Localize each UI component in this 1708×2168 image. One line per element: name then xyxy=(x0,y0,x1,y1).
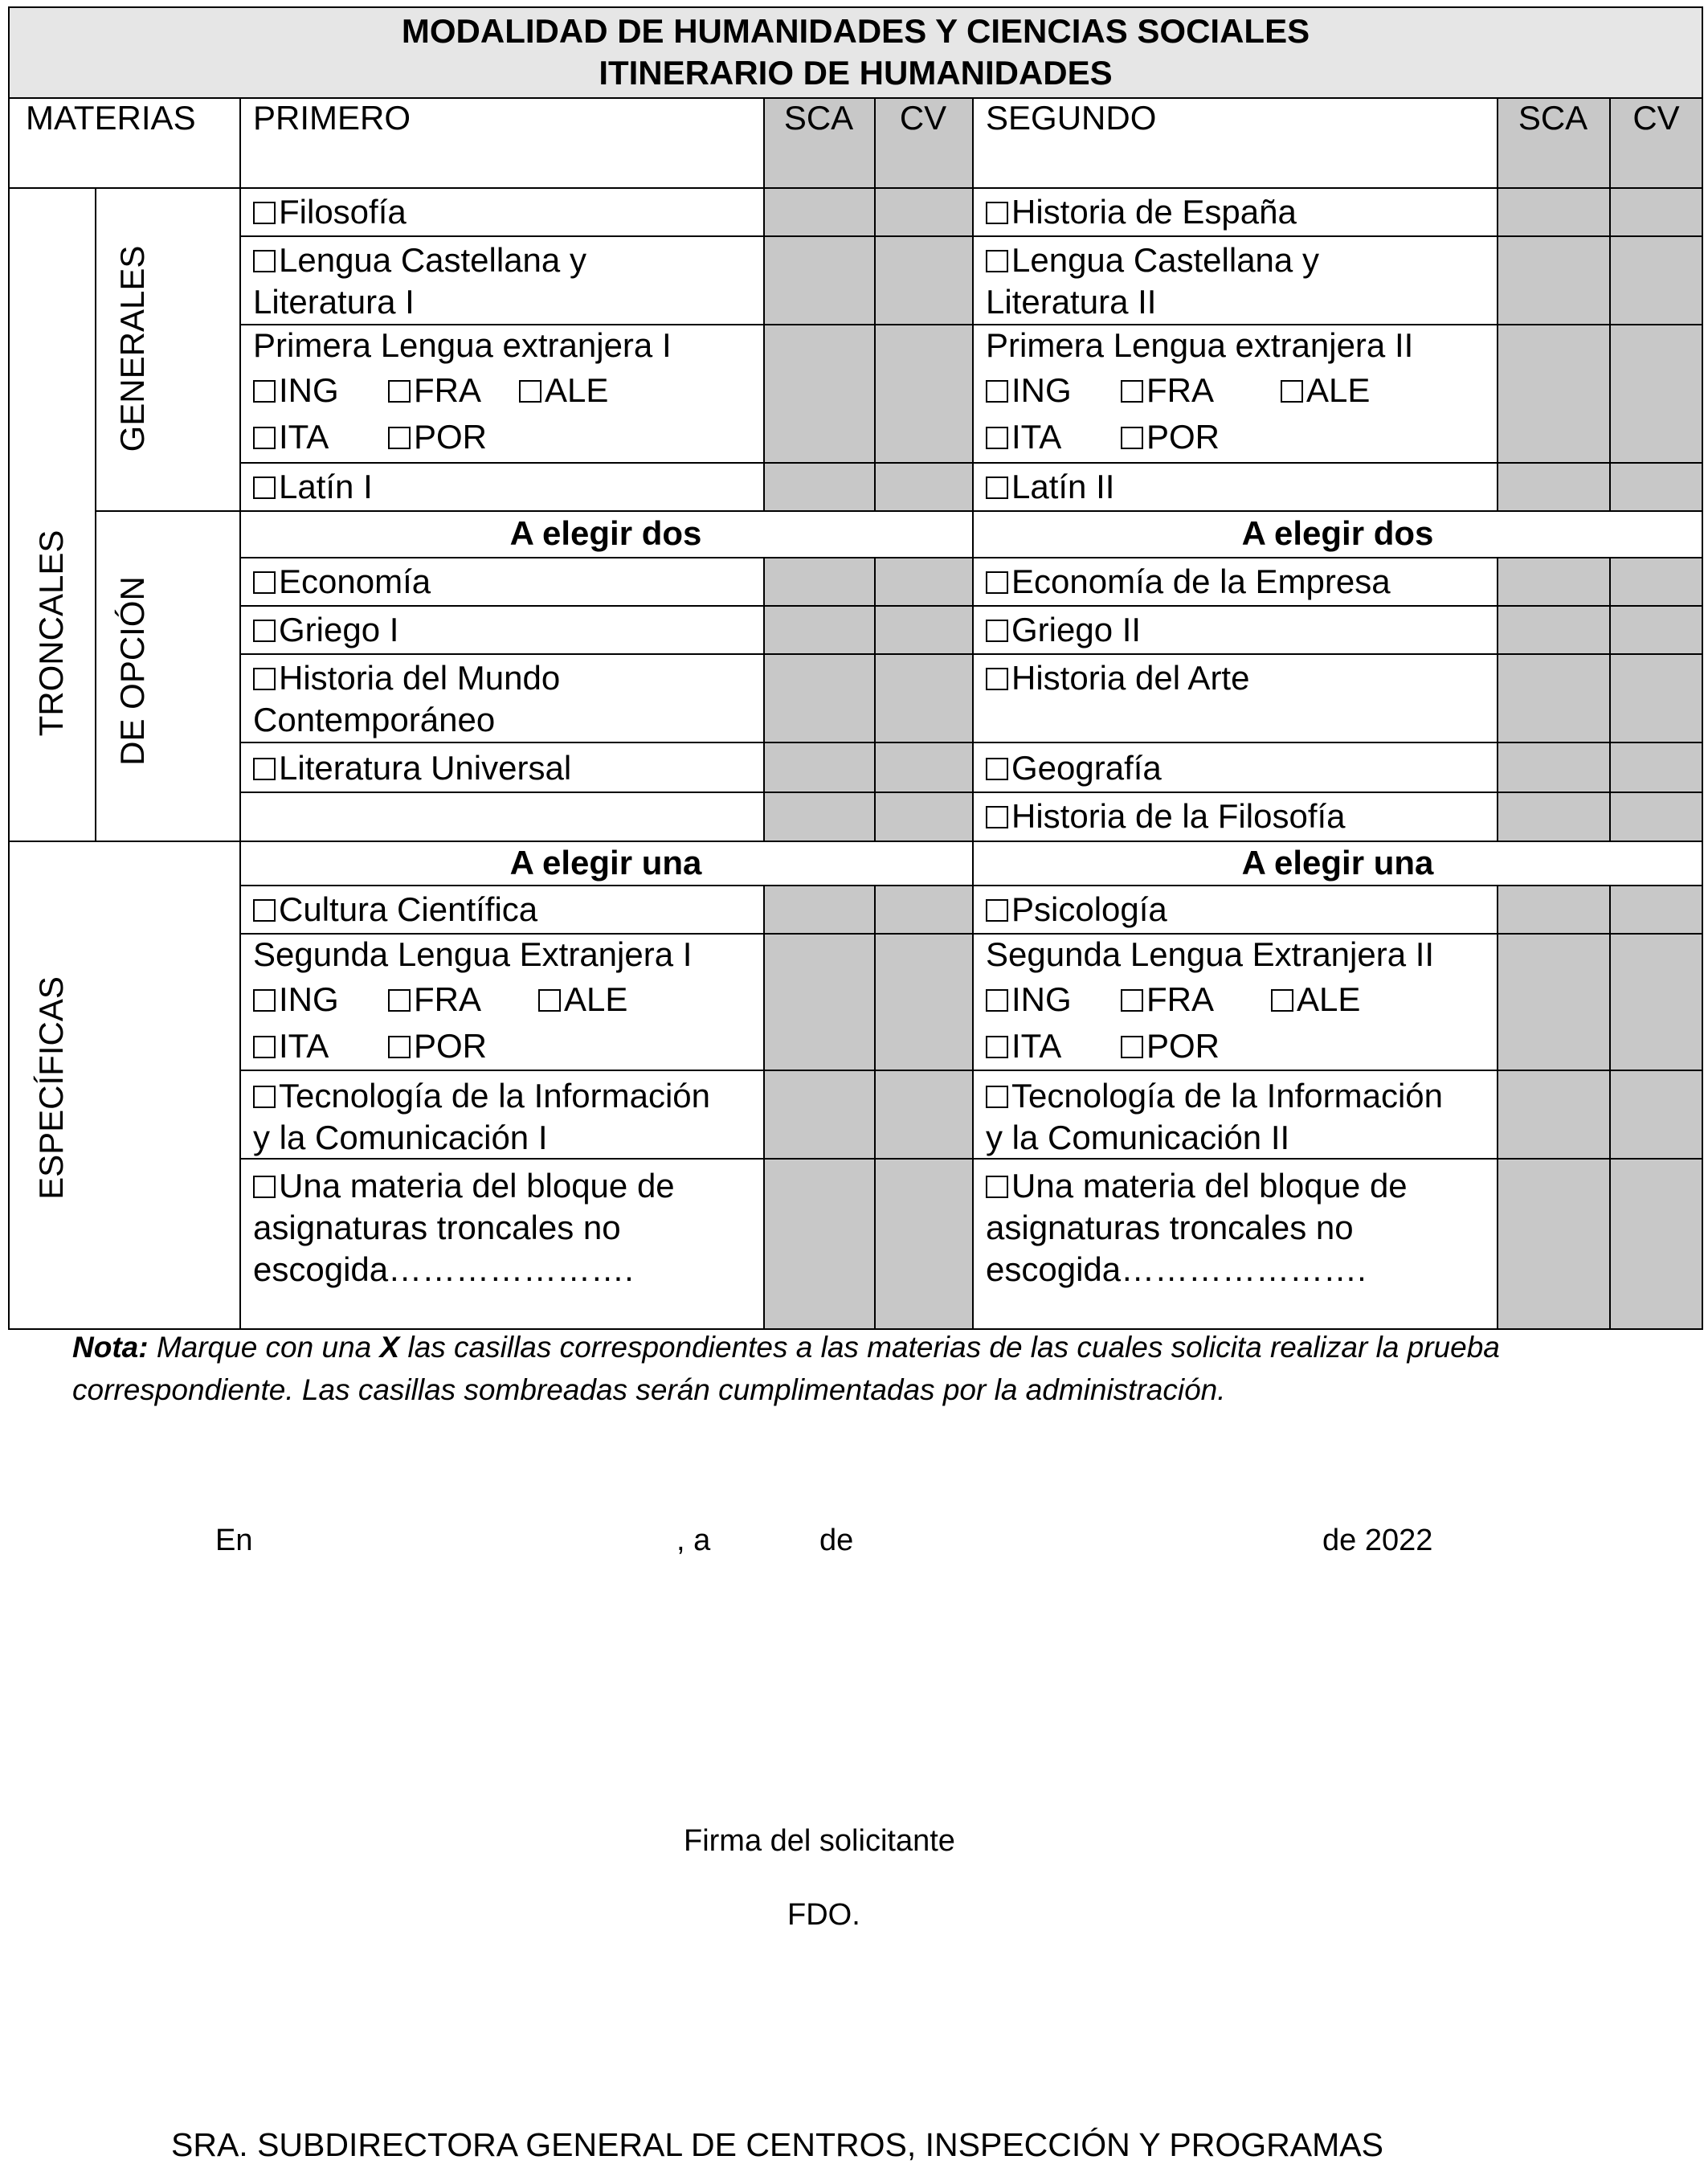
sca-cv-opcion-primero[interactable] xyxy=(763,557,972,842)
form-note: Nota: Marque con una X las casillas correspondientes a las materias de las cuales solicita realizar la prueba correspondiente. Las casillas sombreadas serán cumplimentadas por la administración. xyxy=(72,1331,1500,1406)
checkbox[interactable] xyxy=(986,1176,1008,1198)
languages-row-4[interactable] xyxy=(253,1025,487,1067)
header-primero: PRIMERO xyxy=(253,99,411,137)
date-day-field[interactable] xyxy=(723,1524,811,1561)
subject-selection-table xyxy=(8,6,1703,1332)
checkbox[interactable] xyxy=(986,571,1008,594)
lang-ale[interactable]: ALE xyxy=(1271,978,1360,1021)
lang-por[interactable]: POR xyxy=(388,1025,487,1067)
addressee: SRA. SUBDIRECTORA GENERAL DE CENTROS, INSPECCIÓN Y PROGRAMAS xyxy=(171,2126,1383,2163)
checkbox[interactable] xyxy=(253,899,276,922)
subject-extranjera-1: Primera Lengua extranjera I xyxy=(253,326,672,364)
checkbox[interactable] xyxy=(986,668,1008,690)
subject-latin-2[interactable]: Latín II xyxy=(986,465,1114,508)
fdo-label: FDO. xyxy=(787,1898,860,1932)
lang-ita[interactable]: ITA xyxy=(253,1025,388,1067)
lang-ale[interactable]: ALE xyxy=(519,369,608,411)
subject-economia-empresa[interactable]: Economía de la Empresa xyxy=(986,560,1391,603)
subject-otra-materia-2[interactable]: Una materia del bloque de xyxy=(986,1164,1408,1207)
lang-ita[interactable]: ITA xyxy=(986,1025,1121,1067)
checkbox[interactable] xyxy=(986,1086,1008,1108)
sca-cv-especificas-primero[interactable] xyxy=(763,885,972,1329)
subject-economia[interactable]: Economía xyxy=(253,560,431,603)
languages-row-5[interactable] xyxy=(986,369,1370,411)
languages-row-6[interactable] xyxy=(986,415,1220,458)
checkbox[interactable] xyxy=(253,1086,276,1108)
lang-por[interactable]: POR xyxy=(388,415,487,458)
section-elegir-dos-primero: A elegir dos xyxy=(509,514,702,552)
date-month-field[interactable] xyxy=(868,1524,1318,1561)
sca-cv-opcion-segundo[interactable] xyxy=(1497,557,1703,842)
lang-fra[interactable]: FRA xyxy=(388,978,538,1021)
subject-griego-1[interactable]: Griego I xyxy=(253,608,398,651)
subject-filosofia[interactable]: Filosofía xyxy=(253,190,407,233)
checkbox[interactable] xyxy=(253,202,276,224)
section-elegir-una-segundo: A elegir una xyxy=(1241,844,1434,882)
subject-historia-espana[interactable]: Historia de España xyxy=(986,190,1297,233)
group-de-opcion: DE OPCIÓN xyxy=(113,576,151,766)
header-cv-primero: CV xyxy=(899,99,947,137)
section-elegir-dos-segundo: A elegir dos xyxy=(1241,514,1434,552)
checkbox[interactable] xyxy=(986,758,1008,780)
note-label: Nota: xyxy=(72,1331,149,1364)
lang-ing[interactable]: ING xyxy=(986,369,1121,411)
checkbox[interactable] xyxy=(986,202,1008,224)
lang-ale[interactable]: ALE xyxy=(1281,369,1370,411)
subject-historia-mundo[interactable]: Historia del Mundo xyxy=(253,657,560,699)
languages-row-8[interactable] xyxy=(986,1025,1220,1067)
subject-otra-materia-1-cont: asignaturas troncales no xyxy=(253,1209,621,1246)
subject-griego-2[interactable]: Griego II xyxy=(986,608,1141,651)
subject-segunda-lengua-2: Segunda Lengua Extranjera II xyxy=(986,935,1435,973)
group-generales: GENERALES xyxy=(113,245,151,452)
lang-ale[interactable]: ALE xyxy=(538,978,627,1021)
date-place-field[interactable] xyxy=(265,1524,667,1561)
subject-historia-filosofia[interactable]: Historia de la Filosofía xyxy=(986,795,1346,837)
subject-tic-2-cont: y la Comunicación II xyxy=(986,1119,1290,1156)
lang-ing[interactable]: ING xyxy=(986,978,1121,1021)
lang-ing[interactable]: ING xyxy=(253,369,388,411)
checkbox[interactable] xyxy=(253,250,276,272)
date-a-label: , a xyxy=(676,1524,711,1557)
lang-ita[interactable]: ITA xyxy=(253,415,388,458)
checkbox[interactable] xyxy=(986,250,1008,272)
subject-latin-1[interactable]: Latín I xyxy=(253,465,373,508)
checkbox[interactable] xyxy=(253,758,276,780)
header-sca-segundo: SCA xyxy=(1518,99,1588,137)
header-sca-primero: SCA xyxy=(783,99,854,137)
subject-otra-materia-1[interactable]: Una materia del bloque de xyxy=(253,1164,675,1207)
checkbox[interactable] xyxy=(253,620,276,642)
subject-lengua-2[interactable]: Lengua Castellana y xyxy=(986,239,1319,281)
header-cv-segundo: CV xyxy=(1632,99,1680,137)
subject-historia-arte[interactable]: Historia del Arte xyxy=(986,657,1249,699)
lang-por[interactable]: POR xyxy=(1121,1025,1220,1067)
subject-otra-materia-1-fill[interactable]: escogida…………………. xyxy=(253,1250,634,1288)
group-troncales: TRONCALES xyxy=(32,530,70,737)
subject-otra-materia-2-cont: asignaturas troncales no xyxy=(986,1209,1354,1246)
checkbox[interactable] xyxy=(986,806,1008,828)
title-line-2: ITINERARIO DE HUMANIDADES xyxy=(599,54,1113,92)
subject-geografia[interactable]: Geografía xyxy=(986,747,1162,789)
signature-label: Firma del solicitante xyxy=(684,1824,955,1858)
lang-fra[interactable]: FRA xyxy=(1121,369,1281,411)
checkbox[interactable] xyxy=(986,620,1008,642)
subject-lengua-1[interactable]: Lengua Castellana y xyxy=(253,239,586,281)
subject-psicologia[interactable]: Psicología xyxy=(986,888,1167,931)
subject-extranjera-2: Primera Lengua extranjera II xyxy=(986,326,1414,364)
subject-segunda-lengua-1: Segunda Lengua Extranjera I xyxy=(253,935,693,973)
languages-row-3[interactable] xyxy=(253,978,627,1021)
header-segundo: SEGUNDO xyxy=(986,99,1157,137)
header-materias: MATERIAS xyxy=(26,99,196,137)
subject-otra-materia-2-fill[interactable]: escogida…………………. xyxy=(986,1250,1367,1288)
subject-tic-2[interactable]: Tecnología de la Información xyxy=(986,1074,1443,1117)
group-especificas: ESPECÍFICAS xyxy=(32,976,70,1200)
date-de-label: de xyxy=(819,1524,854,1557)
lang-ing[interactable]: ING xyxy=(253,978,388,1021)
section-elegir-una-primero: A elegir una xyxy=(509,844,702,882)
checkbox[interactable] xyxy=(986,477,1008,499)
lang-fra[interactable]: FRA xyxy=(1121,978,1271,1021)
checkbox[interactable] xyxy=(253,477,276,499)
subject-literatura-universal[interactable]: Literatura Universal xyxy=(253,747,571,789)
checkbox[interactable] xyxy=(253,668,276,690)
lang-ita[interactable]: ITA xyxy=(986,415,1121,458)
date-en-label: En xyxy=(215,1524,253,1557)
sca-cv-especificas-segundo[interactable] xyxy=(1497,885,1703,1329)
checkbox[interactable] xyxy=(253,1176,276,1198)
title-line-1: MODALIDAD DE HUMANIDADES Y CIENCIAS SOCIALES xyxy=(401,12,1310,50)
languages-row-1[interactable] xyxy=(253,369,608,411)
lang-por[interactable]: POR xyxy=(1121,415,1220,458)
subject-lengua-2-cont: Literatura II xyxy=(986,283,1157,321)
subject-cultura-cientifica[interactable]: Cultura Científica xyxy=(253,888,537,931)
subject-tic-1[interactable]: Tecnología de la Información xyxy=(253,1074,710,1117)
checkbox[interactable] xyxy=(253,571,276,594)
subject-tic-1-cont: y la Comunicación I xyxy=(253,1119,548,1156)
checkbox[interactable] xyxy=(986,899,1008,922)
note-x: X xyxy=(379,1331,400,1364)
date-year-label: de 2022 xyxy=(1322,1524,1433,1557)
languages-row-7[interactable] xyxy=(986,978,1360,1021)
subject-lengua-1-cont: Literatura I xyxy=(253,283,415,321)
subject-historia-mundo-cont: Contemporáneo xyxy=(253,701,496,738)
lang-fra[interactable]: FRA xyxy=(388,369,519,411)
languages-row-2[interactable] xyxy=(253,415,487,458)
